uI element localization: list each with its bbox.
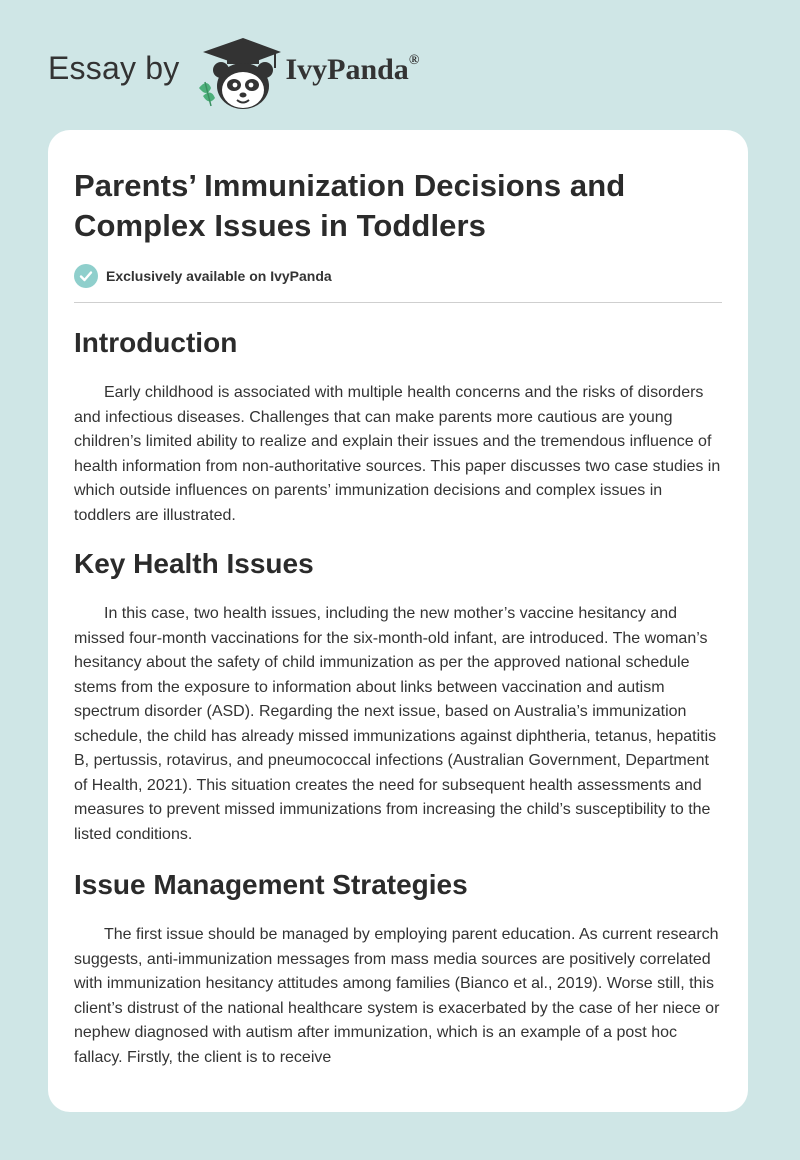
essay-card bbox=[48, 130, 748, 1112]
section-paragraph: The first issue should be managed by employing parent education. As current research suggests, anti-immunization messages from mass media sources are positively correlated with immunization hesitancy attitudes among families (Bianco et al., 2019). Worse still, this client’s distrust of the national healthcare system is exacerbated by the case of her niece or nephew diagnosed with autism after immunization, which is an example of a post hoc fallacy. Firstly, the client is to receive bbox=[74, 926, 720, 1066]
section-issue-management bbox=[74, 867, 722, 1070]
section-introduction bbox=[74, 325, 722, 528]
exclusive-badge bbox=[74, 264, 722, 303]
brand-name[interactable]: IvyPanda® bbox=[285, 53, 420, 86]
section-heading: Issue Management Strategies bbox=[74, 869, 468, 900]
section-paragraph: Early childhood is associated with multiple health concerns and the risks of disorders and infectious diseases. Challenges that can make parents more cautious are young children’s limited ability to realize and explain their issues and the tremendous influence of health information from non-authoritative sources. This paper discusses two case studies in which outside influences on parents’ immunization decisions and complex issues in toddlers are illustrated. bbox=[74, 384, 721, 524]
section-heading: Key Health Issues bbox=[74, 548, 314, 579]
check-icon bbox=[74, 264, 98, 288]
panda-graduate-icon[interactable] bbox=[193, 36, 281, 112]
section-heading: Introduction bbox=[74, 327, 238, 358]
site-header bbox=[48, 36, 419, 112]
essay-by-label: Essay by bbox=[48, 49, 180, 86]
page-title: Parents’ Immunization Decisions and Complex Issues in Toddlers bbox=[74, 168, 626, 243]
section-paragraph: In this case, two health issues, including the new mother’s vaccine hesitancy and missed four-month vaccinations for the six-month-old infant, are introduced. The woman’s hesitancy about the safety of child immunization as per the approved national schedule stems from the exposure to information about links between vaccination and autism spectrum disorder (ASD). Regarding the next issue, based on Australia’s immunization schedule, the child has already missed immunizations against diphtheria, tetanus, hepatitis B, pertussis, rotavirus, and pneumococcal infections (Australian Government, Department of Health, 2021). This situation creates the need for subsequent health assessments and measures to prevent missed immunizations from increasing the child’s susceptibility to the listed conditions. bbox=[74, 605, 717, 843]
section-key-health-issues bbox=[74, 546, 722, 847]
badge-label: Exclusively available on IvyPanda bbox=[106, 268, 332, 284]
